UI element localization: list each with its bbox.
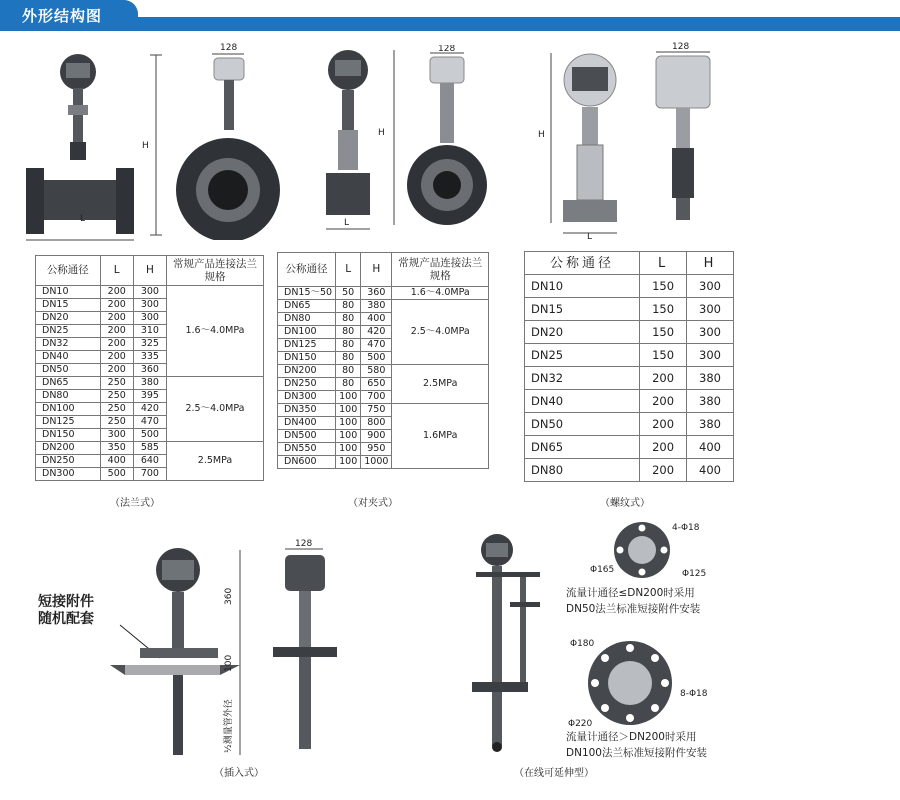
online-caption: （在线可延伸型） <box>514 768 594 779</box>
table-cell: 200 <box>640 390 687 413</box>
table-cell: DN80 <box>278 313 336 326</box>
table-cell: 300 <box>687 275 734 298</box>
table-cell: 420 <box>361 326 392 339</box>
table-cell: 420 <box>133 403 166 416</box>
table-row <box>525 321 734 344</box>
thread-spec-table <box>524 251 734 482</box>
table-row <box>525 436 734 459</box>
table-cell: DN80 <box>36 390 101 403</box>
table-cell: DN20 <box>36 312 101 325</box>
col-dn: 公称通径 <box>36 256 101 286</box>
table-cell: 310 <box>133 325 166 338</box>
table-cell: DN32 <box>525 367 640 390</box>
col-h: H <box>133 256 166 286</box>
table-cell: 360 <box>361 287 392 300</box>
flange-spec-table <box>35 255 264 481</box>
table-cell: 150 <box>640 275 687 298</box>
table-cell: DN100 <box>278 326 336 339</box>
table-cell: 400 <box>687 436 734 459</box>
table-cell: DN250 <box>36 455 101 468</box>
table-row <box>525 459 734 482</box>
table-cell: 80 <box>336 326 361 339</box>
table-cell: 300 <box>687 298 734 321</box>
pressure-rating-cell: 2.5MPa <box>392 365 489 404</box>
dim-phi180: Φ180 <box>570 639 595 649</box>
wafer-meter-front-image <box>310 45 400 240</box>
note-dn100-line2: DN100法兰标准短接附件安装 <box>566 747 707 759</box>
table-cell: 400 <box>687 459 734 482</box>
table-cell: 50 <box>336 287 361 300</box>
table-row <box>525 344 734 367</box>
table-cell: DN10 <box>36 286 101 299</box>
table-cell: 800 <box>361 417 392 430</box>
table-cell: 380 <box>687 367 734 390</box>
table-cell: 640 <box>133 455 166 468</box>
dim-100: 100 <box>224 654 234 672</box>
dn100-flange-image <box>560 638 720 728</box>
table-row <box>36 286 264 299</box>
table-cell: DN350 <box>278 404 336 417</box>
table-cell: 250 <box>100 403 133 416</box>
table-cell: 200 <box>100 325 133 338</box>
table-cell: DN300 <box>36 468 101 481</box>
table-cell: 400 <box>100 455 133 468</box>
col-flange-spec: 常规产品连接法兰规格 <box>392 253 489 287</box>
table-cell: 300 <box>100 429 133 442</box>
table-cell: 580 <box>361 365 392 378</box>
dim-pipe-od: ½测量管外径 <box>224 699 234 753</box>
dim-l-wafer: L <box>344 218 350 228</box>
note-dn50-line2: DN50法兰标准短接附件安装 <box>566 603 701 615</box>
table-cell: DN65 <box>36 377 101 390</box>
table-cell: 395 <box>133 390 166 403</box>
table-cell: DN40 <box>525 390 640 413</box>
dim-phi125: Φ125 <box>682 569 707 579</box>
table-cell: 250 <box>100 416 133 429</box>
table-cell: DN150 <box>278 352 336 365</box>
table-cell: DN100 <box>36 403 101 416</box>
table-cell: DN65 <box>278 300 336 313</box>
col-dn: 公称通径 <box>525 252 640 275</box>
table-cell: 80 <box>336 352 361 365</box>
dim-l-thread: L <box>587 232 593 240</box>
dim-128-thread: 128 <box>672 42 690 52</box>
dim-h-thread: H <box>538 130 545 140</box>
table-row <box>525 275 734 298</box>
insertion-label-2: 随机配套 <box>38 611 94 627</box>
table-cell: 950 <box>361 443 392 456</box>
pressure-rating-cell: 1.6MPa <box>392 404 489 469</box>
table-cell: 500 <box>100 468 133 481</box>
table-cell: 200 <box>100 338 133 351</box>
wafer-spec-table <box>277 252 489 469</box>
table-cell: 750 <box>361 404 392 417</box>
table-cell: 300 <box>133 286 166 299</box>
table-cell: 250 <box>100 390 133 403</box>
table-cell: 380 <box>133 377 166 390</box>
dim-h: H <box>142 141 149 151</box>
pressure-rating-cell: 1.6～4.0MPa <box>392 287 489 300</box>
dim-phi165: Φ165 <box>590 565 615 575</box>
table-cell: 200 <box>640 367 687 390</box>
insertion-meter-image <box>30 540 260 765</box>
table-cell: 200 <box>640 436 687 459</box>
insertion-caption: （插入式） <box>214 768 264 779</box>
dim-8-phi18: 8-Φ18 <box>680 689 708 699</box>
table-row <box>36 377 264 390</box>
table-cell: 200 <box>100 286 133 299</box>
thread-meter-front-image <box>535 45 645 240</box>
note-dn100-line1: 流量计通径＞DN200时采用 <box>566 731 697 743</box>
table-cell: 400 <box>361 313 392 326</box>
dim-128-insert: 128 <box>295 539 313 549</box>
col-flange-spec: 常规产品连接法兰规格 <box>167 256 264 286</box>
table-cell: 470 <box>133 416 166 429</box>
table-cell: DN400 <box>278 417 336 430</box>
table-cell: DN50 <box>525 413 640 436</box>
table-cell: 350 <box>100 442 133 455</box>
table-cell: 900 <box>361 430 392 443</box>
table-cell: 300 <box>687 321 734 344</box>
table-cell: DN600 <box>278 456 336 469</box>
table-cell: 300 <box>133 299 166 312</box>
table-cell: 100 <box>336 391 361 404</box>
col-l: L <box>100 256 133 286</box>
table-cell: DN80 <box>525 459 640 482</box>
wafer-caption: （对夹式） <box>348 498 398 509</box>
table-cell: 200 <box>100 351 133 364</box>
wafer-meter-side-image <box>400 45 490 235</box>
insertion-meter-side-image <box>265 535 345 760</box>
col-h: H <box>361 253 392 287</box>
table-cell: 300 <box>687 344 734 367</box>
table-cell: DN10 <box>525 275 640 298</box>
pressure-rating-cell: 2.5～4.0MPa <box>392 300 489 365</box>
page-title: 外形结构图 <box>22 7 103 25</box>
dim-360: 360 <box>224 587 234 605</box>
table-cell: 380 <box>361 300 392 313</box>
table-cell: 500 <box>133 429 166 442</box>
insertion-label-1: 短接附件 <box>38 594 94 610</box>
dim-h-wafer: H <box>378 128 385 138</box>
table-cell: DN15 <box>36 299 101 312</box>
table-cell: DN20 <box>525 321 640 344</box>
table-cell: 150 <box>640 298 687 321</box>
flange-caption: （法兰式） <box>110 498 160 509</box>
table-cell: 700 <box>361 391 392 404</box>
col-l: L <box>640 252 687 275</box>
table-cell: DN300 <box>278 391 336 404</box>
table-row <box>278 287 489 300</box>
table-cell: 470 <box>361 339 392 352</box>
pressure-rating-cell: 2.5MPa <box>167 442 264 481</box>
table-row <box>278 365 489 378</box>
table-cell: DN15 <box>525 298 640 321</box>
table-cell: DN125 <box>36 416 101 429</box>
thread-meter-side-image <box>650 40 720 230</box>
dim-phi220: Φ220 <box>568 719 593 728</box>
thread-caption: （螺纹式） <box>600 498 650 509</box>
table-row <box>525 298 734 321</box>
table-cell: 200 <box>640 413 687 436</box>
table-cell: DN500 <box>278 430 336 443</box>
col-l: L <box>336 253 361 287</box>
col-h: H <box>687 252 734 275</box>
table-cell: DN150 <box>36 429 101 442</box>
table-row <box>278 300 489 313</box>
dn50-flange-image <box>590 520 730 580</box>
pressure-rating-cell: 1.6～4.0MPa <box>167 286 264 377</box>
table-cell: DN40 <box>36 351 101 364</box>
table-row <box>278 404 489 417</box>
table-cell: 650 <box>361 378 392 391</box>
table-cell: 100 <box>336 456 361 469</box>
dim-128-wafer: 128 <box>438 45 456 54</box>
table-cell: DN65 <box>525 436 640 459</box>
table-cell: 80 <box>336 300 361 313</box>
table-cell: 335 <box>133 351 166 364</box>
table-cell: 200 <box>100 312 133 325</box>
table-cell: 80 <box>336 365 361 378</box>
table-cell: 380 <box>687 390 734 413</box>
table-cell: DN25 <box>525 344 640 367</box>
table-cell: 80 <box>336 313 361 326</box>
table-cell: 200 <box>100 364 133 377</box>
table-cell: DN125 <box>278 339 336 352</box>
table-cell: 1000 <box>361 456 392 469</box>
table-cell: 80 <box>336 339 361 352</box>
note-dn50-line1: 流量计通径≤DN200时采用 <box>566 587 695 599</box>
dim-4-phi18: 4-Φ18 <box>672 523 700 533</box>
flange-meter-side-image <box>170 40 280 240</box>
table-cell: 585 <box>133 442 166 455</box>
table-cell: DN550 <box>278 443 336 456</box>
table-cell: DN200 <box>36 442 101 455</box>
pressure-rating-cell: 2.5～4.0MPa <box>167 377 264 442</box>
table-cell: 700 <box>133 468 166 481</box>
table-cell: 200 <box>100 299 133 312</box>
table-cell: 100 <box>336 417 361 430</box>
table-cell: DN200 <box>278 365 336 378</box>
table-cell: DN32 <box>36 338 101 351</box>
table-cell: 500 <box>361 352 392 365</box>
col-dn: 公称通径 <box>278 253 336 287</box>
flange-meter-front-image <box>18 50 168 245</box>
table-cell: DN15～50 <box>278 287 336 300</box>
table-cell: 100 <box>336 404 361 417</box>
table-row <box>525 367 734 390</box>
table-row <box>525 413 734 436</box>
online-meter-image <box>462 532 552 757</box>
table-cell: 250 <box>100 377 133 390</box>
table-row <box>36 442 264 455</box>
table-cell: 380 <box>687 413 734 436</box>
table-cell: 100 <box>336 443 361 456</box>
table-cell: 150 <box>640 321 687 344</box>
dim-128: 128 <box>220 43 238 53</box>
table-cell: 80 <box>336 378 361 391</box>
table-cell: 360 <box>133 364 166 377</box>
table-cell: DN50 <box>36 364 101 377</box>
table-cell: 150 <box>640 344 687 367</box>
table-cell: 300 <box>133 312 166 325</box>
dim-l: L <box>80 214 86 224</box>
table-cell: DN25 <box>36 325 101 338</box>
table-cell: 200 <box>640 459 687 482</box>
table-cell: DN250 <box>278 378 336 391</box>
table-row <box>525 390 734 413</box>
table-cell: 100 <box>336 430 361 443</box>
table-cell: 325 <box>133 338 166 351</box>
